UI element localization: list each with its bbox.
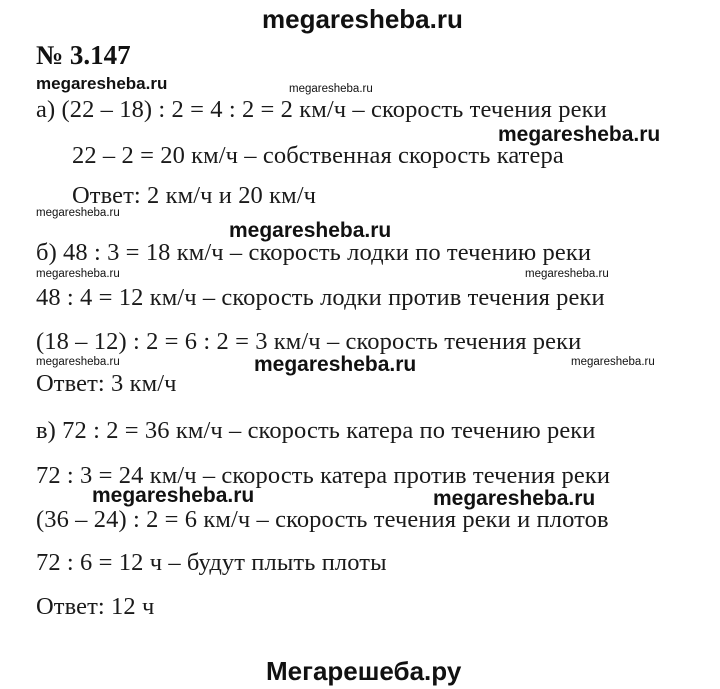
solution-line-v2: 72 : 3 = 24 км/ч – скорость катера против течения реки <box>36 462 611 489</box>
watermark: megaresheba.ru <box>498 123 661 146</box>
solution-line-v5: Ответ: 12 ч <box>36 593 155 620</box>
solution-line-v3: (36 – 24) : 2 = 6 км/ч – скорость течения реки и плотов <box>36 506 609 533</box>
solution-line-b1: б) 48 : 3 = 18 км/ч – скорость лодки по течению реки <box>36 239 592 266</box>
watermark: megaresheba.ru <box>36 74 168 93</box>
solution-line-b3: (18 – 12) : 2 = 6 : 2 = 3 км/ч – скорость течения реки <box>36 328 582 355</box>
watermark: megaresheba.ru <box>36 356 120 368</box>
watermark: megaresheba.ru <box>571 356 655 368</box>
watermark: megaresheba.ru <box>254 353 417 376</box>
watermark: megaresheba.ru <box>433 487 596 510</box>
watermark: megaresheba.ru <box>92 484 255 507</box>
solution-line-v4: 72 : 6 = 12 ч – будут плыть плоты <box>36 549 387 576</box>
watermark: megaresheba.ru <box>229 219 392 242</box>
watermark: megaresheba.ru <box>525 268 609 280</box>
site-header: megaresheba.ru <box>262 4 463 34</box>
solution-line-a2: 22 – 2 = 20 км/ч – собственная скорость катера <box>72 142 564 169</box>
solution-line-a3: Ответ: 2 км/ч и 20 км/ч <box>72 182 317 209</box>
watermark: megaresheba.ru <box>36 268 120 280</box>
watermark: megaresheba.ru <box>289 83 373 95</box>
solution-line-b4: Ответ: 3 км/ч <box>36 370 177 397</box>
solution-line-a1: а) (22 – 18) : 2 = 4 : 2 = 2 км/ч – скорость течения реки <box>36 96 607 123</box>
site-footer: Мегарешеба.ру <box>266 656 462 686</box>
problem-number: № 3.147 <box>36 40 131 70</box>
watermark: megaresheba.ru <box>36 207 120 219</box>
solution-line-b2: 48 : 4 = 12 км/ч – скорость лодки против течения реки <box>36 284 605 311</box>
solution-line-v1: в) 72 : 2 = 36 км/ч – скорость катера по течению реки <box>36 417 596 444</box>
